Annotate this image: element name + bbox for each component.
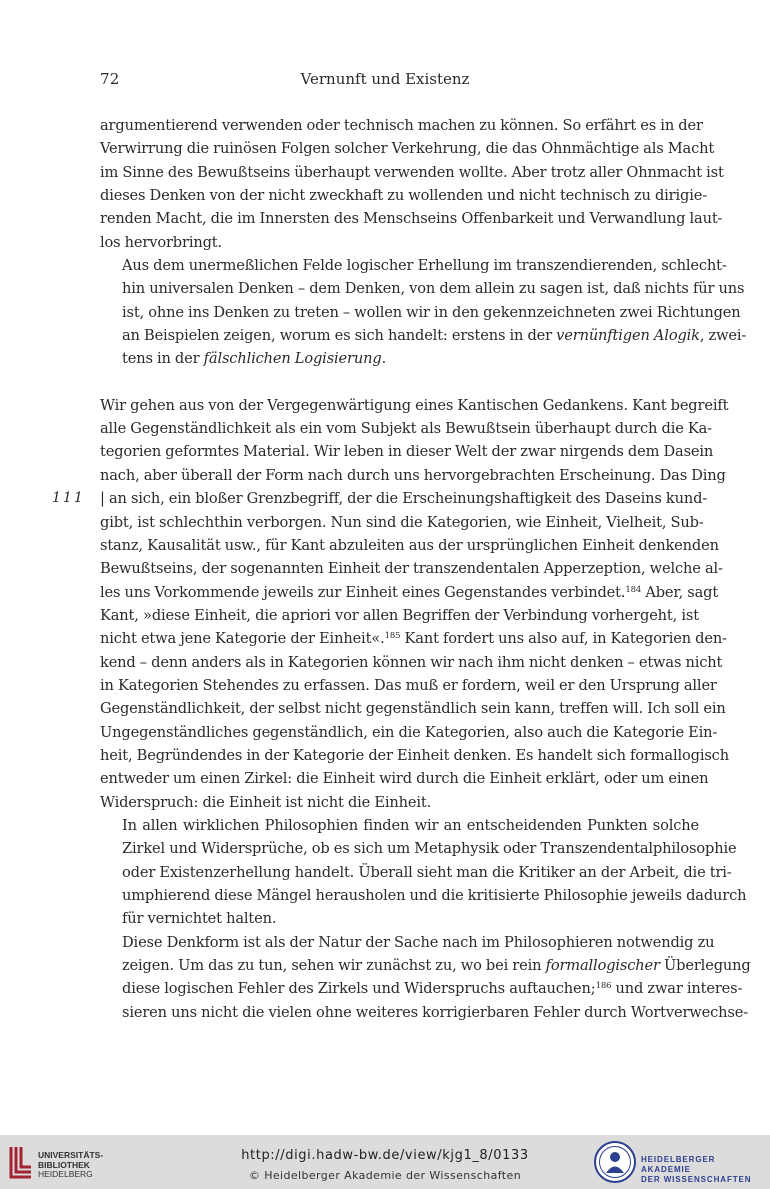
text-line: Diese Denkform ist als der Natur der Sache nach im Philosophieren notwendig zu — [122, 933, 715, 951]
academy-name-line: DER WISSENSCHAFTEN — [641, 1175, 752, 1184]
text-line: Bewußtseins, der sogenannten Einheit der transzendentalen Apperzeption, welche al- — [100, 560, 723, 578]
text-line: umphierend diese Mängel herausholen und die kritisierte Philosophie jeweils dadurch — [122, 887, 747, 904]
paragraph-5 — [100, 931, 751, 1024]
text-run: nicht etwa jene Kategorie der Einheit«. — [100, 630, 385, 648]
text-line: stanz, Kausalität usw., für Kant abzuleiten aus der ursprünglichen Einheit denkenden — [100, 536, 719, 554]
text-line: ist, ohne ins Denken zu treten – wollen wir in den gekennzeichneten zwei Richtungen — [122, 303, 741, 321]
footnote-marker: 185 — [384, 631, 401, 642]
text-line: argumentierend verwenden oder technisch machen zu können. So erfährt es in der — [100, 117, 703, 134]
page-number: 72 — [100, 70, 120, 88]
italic-term: vernünftigen Alogik — [556, 327, 700, 345]
academy-name-line: HEIDELBERGER AKADEMIE — [641, 1155, 716, 1174]
text-line — [100, 581, 719, 604]
text-line: Aus dem unermeßlichen Felde logischer Erhellung im transzendierenden, schlecht- — [122, 257, 727, 275]
text-run: an Beispielen zeigen, worum es sich handelt: erstens in der — [122, 327, 557, 345]
footer-bar — [0, 1135, 770, 1189]
text-line: tegorien geformtes Material. Wir leben in dieser Welt der zwar nirgends dem Dasein — [100, 443, 714, 461]
text-run: . — [381, 350, 387, 368]
text-line: Widerspruch: die Einheit ist nicht die Einheit. — [100, 793, 432, 811]
text-line: Wir gehen aus von der Vergegenwärtigung eines Kantischen Gedankens. Kant begreift — [100, 396, 729, 414]
text-run: tens in der — [122, 350, 204, 368]
text-run: diese logischen Fehler des Zirkels und Widerspruchs auftauchen; — [122, 980, 596, 998]
text-line: nach, aber überall der Form nach durch uns hervorgebrachten Erscheinung. Das Ding — [100, 466, 726, 484]
text-line — [100, 954, 751, 977]
text-run: Aber, sagt — [641, 583, 719, 601]
library-name-line: UNIVERSITÄTS- — [38, 1150, 104, 1160]
text-run: , zwei- — [699, 327, 747, 345]
text-line: gibt, ist schlechthin verborgen. Nun sind die Kategorien, wie Einheit, Vielheit, Sub- — [100, 513, 704, 531]
library-name-line: HEIDELBERG — [38, 1169, 93, 1179]
text-line — [100, 977, 743, 1000]
text-line: Gegenständlichkeit, der selbst nicht gegenständlich sein kann, treffen will. Ich soll ein — [100, 700, 726, 718]
text-line: Kant, »diese Einheit, die apriori vor allen Begriffen der Verbindung vorhergeht, ist — [100, 606, 699, 624]
text-line: sieren uns nicht die vielen ohne weiteres korrigierbaren Fehler durch Wortverwechse- — [122, 1003, 749, 1021]
text-run: und zwar interes- — [611, 980, 743, 998]
text-line: Ungegenständliches gegenständlich, ein die Kategorien, also auch die Kategorie Ein- — [100, 723, 718, 741]
text-line: Zirkel und Widersprüche, ob es sich um Metaphysik oder Transzendentalphilosophie — [122, 840, 737, 858]
copyright-notice: © Heidelberger Akademie der Wissenschaften — [248, 1169, 522, 1182]
academy-logo[interactable] — [593, 1140, 765, 1184]
text-line: entweder um einen Zirkel: die Einheit wird durch die Einheit erklärt, oder um einen — [100, 770, 709, 788]
text-line: los hervorbringt. — [100, 233, 222, 251]
paragraph-2 — [100, 254, 747, 371]
footnote-marker: 184 — [625, 584, 642, 595]
italic-term: formallogischer — [545, 957, 660, 975]
academy-seal-icon — [593, 1140, 637, 1184]
text-line: Verwirrung die ruinösen Folgen solcher Verkehrung, die das Ohnmächtige als Macht — [100, 140, 715, 158]
academy-name — [641, 1155, 765, 1185]
text-run: les uns Vorkommende jeweils zur Einheit eines Gegenstandes verbindet. — [100, 583, 626, 601]
permalink-url[interactable]: http://digi.hadw-bw.de/view/kjg1_8/0133 — [241, 1148, 529, 1163]
text-line: | an sich, ein bloßer Grenzbegriff, der die Erscheinungshaftigkeit des Daseins kund- — [100, 490, 708, 508]
body-text — [100, 114, 751, 1024]
library-name-line: BIBLIOTHEK — [38, 1159, 90, 1170]
text-line: für vernichtet halten. — [122, 910, 277, 928]
text-run: Überlegung — [659, 957, 751, 975]
text-line: alle Gegenständlichkeit als ein vom Subjekt als Bewußtsein überhaupt durch die Ka- — [100, 420, 712, 438]
text-line — [100, 324, 747, 347]
paragraph-1 — [100, 114, 724, 254]
text-run: zeigen. Um das zu tun, sehen wir zunächst zu, wo bei rein — [122, 957, 546, 975]
text-line: heit, Begründendes in der Kategorie der Einheit denken. Es handelt sich formallogisch — [100, 746, 729, 764]
text-line — [100, 347, 699, 370]
text-line: dieses Denken von der nicht zweckhaft zu wollenden und nicht technisch zu dirigie- — [100, 187, 708, 205]
text-line — [100, 627, 727, 650]
italic-term: fälschlichen Logisierung — [203, 350, 382, 368]
footnote-marker: 186 — [595, 981, 612, 992]
text-run: Kant fordert uns also auf, in Kategorien den- — [400, 630, 727, 648]
paragraph-4 — [100, 814, 747, 931]
margin-page-reference: 111 — [52, 490, 85, 506]
running-title: Vernunft und Existenz — [300, 70, 470, 88]
text-line: in Kategorien Stehendes zu erfassen. Das muß er fordern, weil er den Ursprung aller — [100, 676, 717, 694]
text-line: renden Macht, die im Innersten des Menschseins Offenbarkeit und Verwandlung laut- — [100, 210, 723, 228]
text-line: In allen wirklichen Philosophien finden wir an entscheidenden Punkten solche — [122, 816, 699, 834]
text-line: oder Existenzerhellung handelt. Überall sieht man die Kritiker an der Arbeit, die tri- — [122, 863, 732, 881]
paragraph-3 — [100, 394, 729, 814]
text-line: hin universalen Denken – dem Denken, von dem allein zu sagen ist, daß nichts für uns — [122, 280, 745, 298]
text-line: im Sinne des Bewußtseins überhaupt verwenden wollte. Aber trotz aller Ohnmacht ist — [100, 163, 724, 181]
text-line: kend – denn anders als in Kategorien können wir nach ihm nicht denken – etwas nicht — [100, 653, 723, 671]
